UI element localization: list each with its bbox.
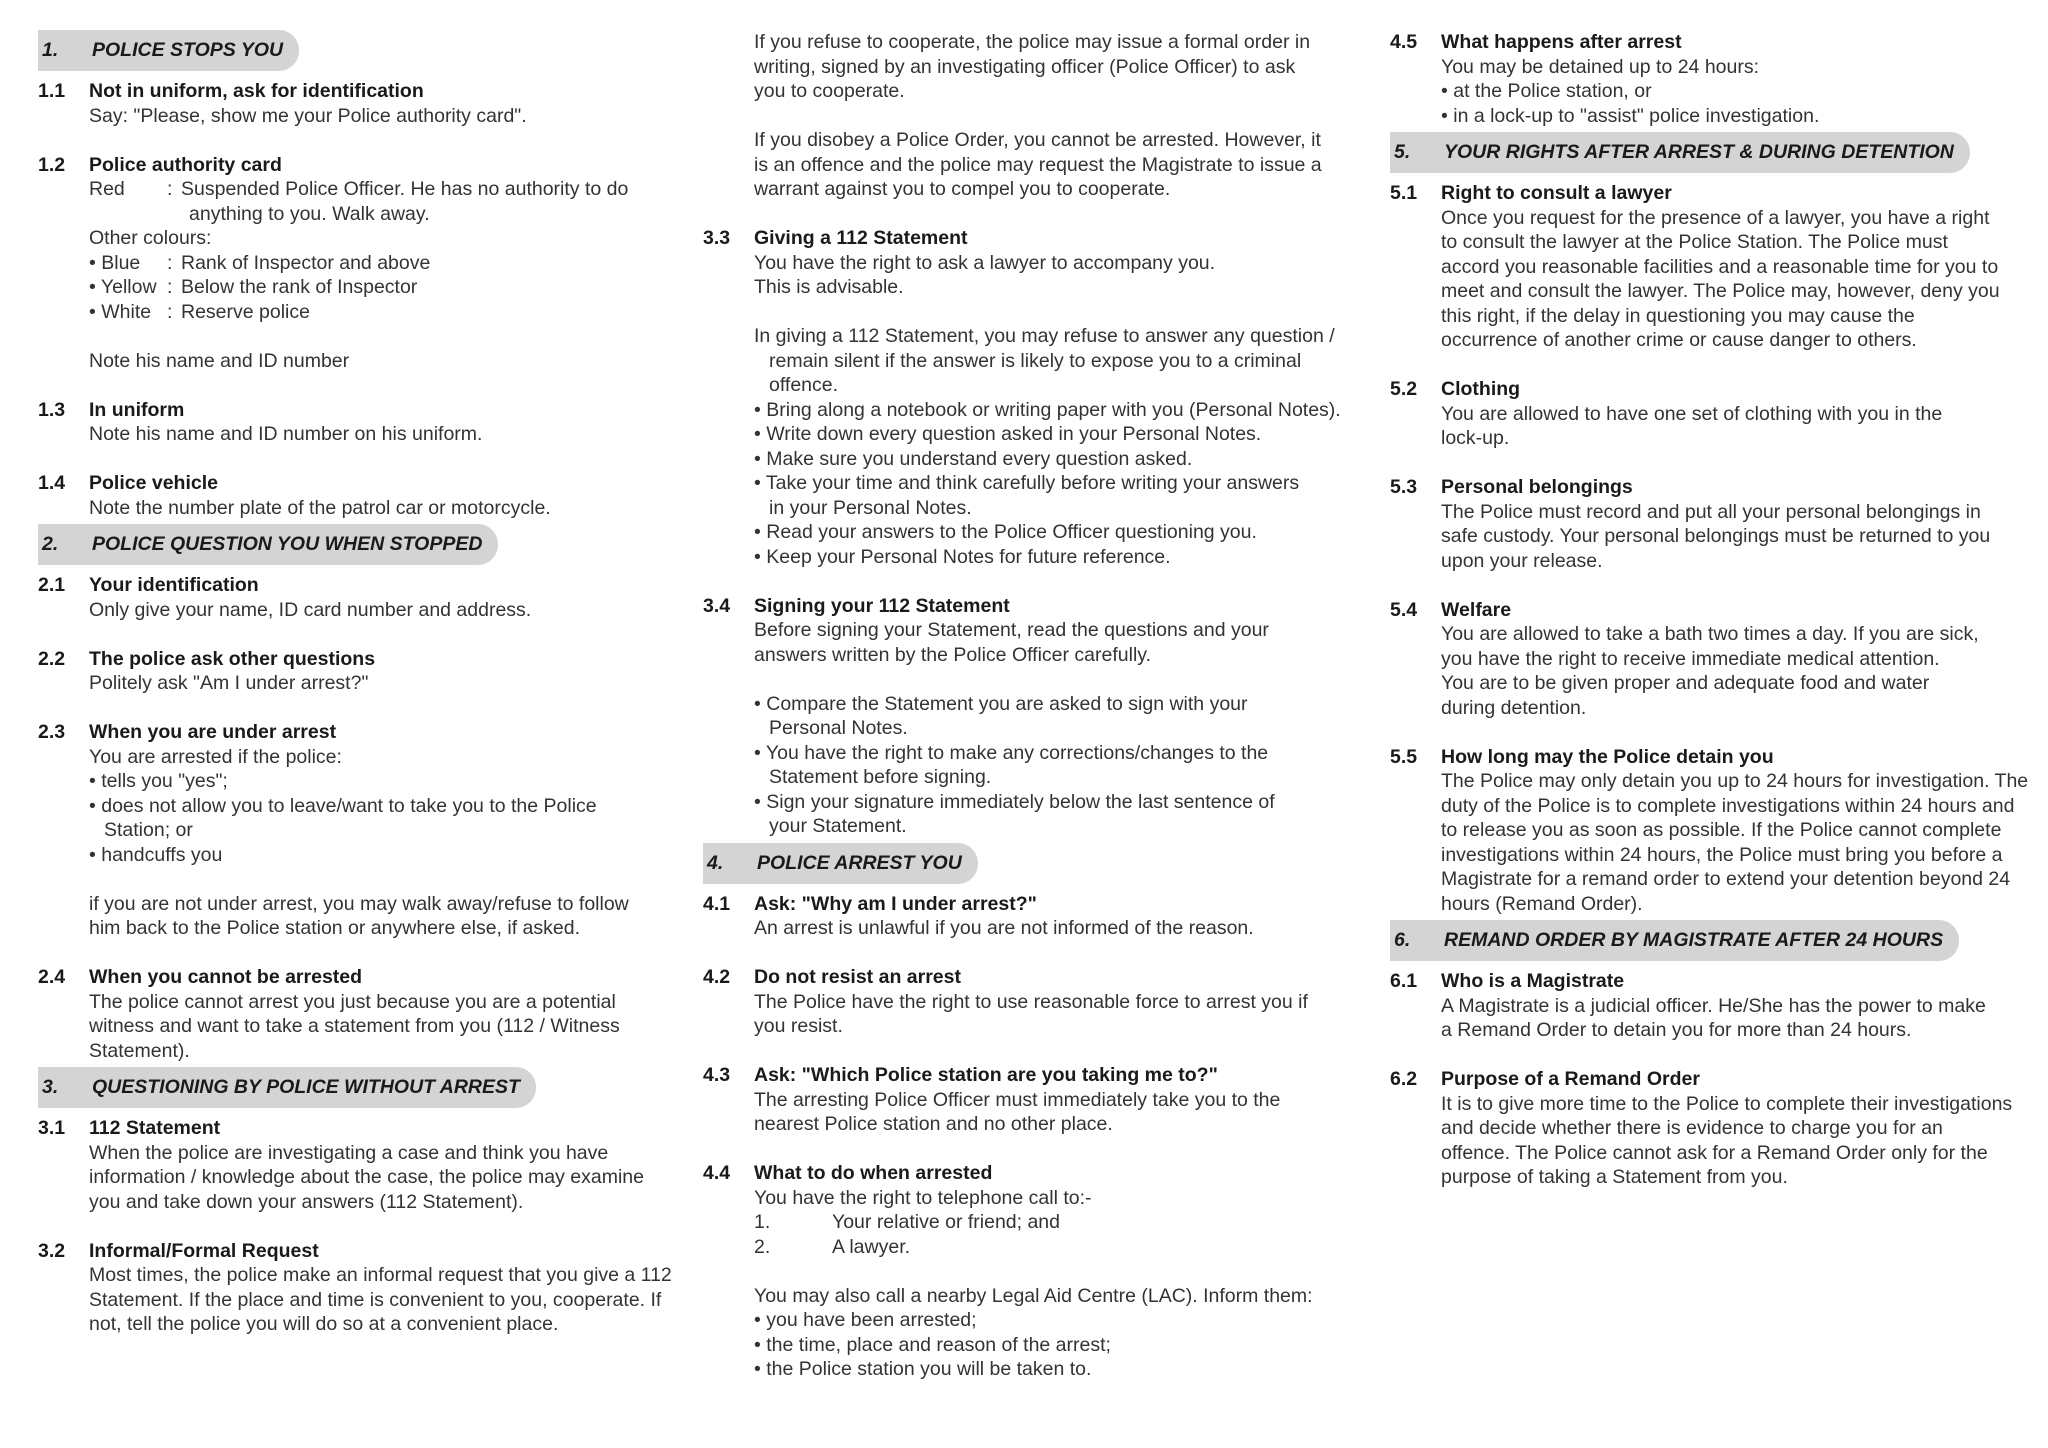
item-4-3: 4.3 Ask: "Which Police station are you taking me to?" The arresting Police Officer must immediately take you to the nearest Police station and no other place. bbox=[703, 1064, 1281, 1135]
item-5-3: 5.3 Personal belongings The Police must record and put all your personal belongings in safe custody. Your personal belongings must be returned to you upon your release. bbox=[1390, 476, 1991, 572]
formal-order-paragraph: If you refuse to cooperate, the police may issue a formal order in writing, signed by an investigating officer (Police Officer) to ask you to cooperate. bbox=[754, 31, 1311, 102]
card-red: Red : Suspended Police Officer. He has no authority to do anything to you. Walk away. bbox=[89, 178, 629, 225]
card-white: • White : Reserve police bbox=[89, 300, 310, 323]
item-1-4: 1.4 Police vehicle Note the number plate of the patrol car or motorcycle. bbox=[38, 472, 551, 519]
section-heading-5: 5. YOUR RIGHTS AFTER ARREST & DURING DETENTION bbox=[1390, 132, 1970, 173]
section-heading-6: 6. REMAND ORDER BY MAGISTRATE AFTER 24 HOURS bbox=[1390, 920, 1959, 961]
section-heading-4: 4. POLICE ARREST YOU bbox=[703, 843, 978, 884]
card-blue: • Blue : Rank of Inspector and above bbox=[89, 251, 431, 274]
item-4-2: 4.2 Do not resist an arrest The Police have the right to use reasonable force to arrest you if you resist. bbox=[703, 966, 1308, 1037]
item-3-1: 3.1 112 Statement When the police are investigating a case and think you have information / knowledge about the case, the police may examine you and take down your answers (112 Statement). bbox=[38, 1117, 644, 1213]
column-2 bbox=[703, 30, 1343, 1382]
item-5-4: 5.4 Welfare You are allowed to take a bath two times a day. If you are sick, you have the right to receive immediate medical attention. You are to be given proper and adequate food and water during detention. bbox=[1390, 598, 1979, 719]
item-1-2: 1.2 Police authority card Red : Suspended Police Officer. He has no authority to do anything to you. Walk away. Other colours: • Blue : Rank of Inspector and above • Yellow : Below the rank of Inspector • White : Reserve police Note his name and ID number bbox=[38, 153, 678, 374]
item-5-1: 5.1 Right to consult a lawyer Once you request for the presence of a lawyer, you have a right to consult the lawyer at the Police Station. The Police must accord you reasonable facilities and a reasonable time for you to meet and consult the lawyer. The Police may, however, deny you this right, if the delay in questioning you may cause the occurrence of another crime or cause danger to others. bbox=[1390, 182, 2000, 351]
section-heading-3: 3. QUESTIONING BY POLICE WITHOUT ARREST bbox=[38, 1067, 536, 1108]
item-3-3: 3.3 Giving a 112 Statement You have the right to ask a lawyer to accompany you. This is advisable. In giving a 112 Statement, you may refuse to answer any question / remain silent if the answer is likely to expose you to a criminal offence. • Bring along a notebook or writing paper with you (Personal Notes). • Write down every question asked in your Personal Notes. • Make sure you understand every question asked. • Take your time and think carefully before writing your answers in your Personal Notes. • Read your answers to the Police Officer questioning you. • Keep your Personal Notes for future reference. bbox=[703, 227, 1341, 568]
item-2-1: 2.1 Your identification Only give your name, ID card number and address. bbox=[38, 574, 532, 621]
column-3 bbox=[1390, 30, 2030, 1190]
item-6-1: 6.1 Who is a Magistrate A Magistrate is a judicial officer. He/She has the power to make a Remand Order to detain you for more than 24 hours. bbox=[1390, 970, 1986, 1041]
item-5-5: 5.5 How long may the Police detain you The Police may only detain you up to 24 hours for investigation. The duty of the Police is to complete investigations within 24 hours and to release you as soon as possible. If the Police cannot complete investigations within 24 hours, the Police must bring you before a Magistrate for a remand order to extend your detention beyond 24 hours (Remand Order). bbox=[1390, 745, 2029, 915]
item-2-4: 2.4 When you cannot be arrested The police cannot arrest you just because you are a potential witness and want to take a statement from you (112 / Witness Statement). bbox=[38, 966, 620, 1062]
column-1 bbox=[38, 30, 678, 1337]
item-5-2: 5.2 Clothing You are allowed to have one set of clothing with you in the lock-up. bbox=[1390, 378, 1943, 449]
item-1-1: 1.1 Not in uniform, ask for identification Say: "Please, show me your Police authority card". bbox=[38, 80, 527, 127]
item-6-2: 6.2 Purpose of a Remand Order It is to give more time to the Police to complete their investigations and decide whether there is evidence to charge you for an offence. The Police cannot ask for a Remand Order only for the purpose of taking a Statement from you. bbox=[1390, 1068, 2013, 1188]
section-heading-1: 1. POLICE STOPS YOU bbox=[38, 30, 299, 71]
item-3-4: 3.4 Signing your 112 Statement Before signing your Statement, read the questions and your answers written by the Police Officer carefully. • Compare the Statement you are asked to sign with your Personal Notes. • You have the right to make any corrections/changes to the Statement before signing. • Sign your signature immediately below the last sentence of your Statement. bbox=[703, 594, 1275, 837]
item-2-3: 2.3 When you are under arrest You are arrested if the police: • tells you "yes"; • does not allow you to leave/want to take you to the Police Station; or • handcuffs you if you are not under arrest, you may walk away/refuse to follow him back to the Police station or anywhere else, if asked. bbox=[38, 721, 629, 939]
disobey-order-paragraph: If you disobey a Police Order, you cannot be arrested. However, it is an offence and the police may request the Magistrate to issue a warrant against you to compel you to cooperate. bbox=[754, 129, 1322, 200]
card-yellow: • Yellow : Below the rank of Inspector bbox=[89, 276, 418, 298]
item-4-4: 4.4 What to do when arrested You have the right to telephone call to:- 1. Your relative or friend; and 2. A lawyer. You may also call a nearby Legal Aid Centre (LAC). Inform them: • you have been arrested; • the time, place and reason of the arrest; • the Police station you will be taken to. bbox=[703, 1162, 1313, 1380]
section-heading-2: 2. POLICE QUESTION YOU WHEN STOPPED bbox=[38, 524, 498, 565]
item-4-1: 4.1 Ask: "Why am I under arrest?" An arrest is unlawful if you are not informed of the reason. bbox=[703, 892, 1254, 939]
item-4-5: 4.5 What happens after arrest You may be detained up to 24 hours: • at the Police station, or • in a lock-up to "assist" police investigation. bbox=[1390, 31, 1820, 127]
item-1-3: 1.3 In uniform Note his name and ID number on his uniform. bbox=[38, 398, 483, 445]
item-2-2: 2.2 The police ask other questions Politely ask "Am I under arrest?" bbox=[38, 647, 376, 694]
item-3-2: 3.2 Informal/Formal Request Most times, the police make an informal request that you give a 112 Statement. If the place and time is convenient to you, cooperate. If not, tell the police you will do so at a convenient place. bbox=[38, 1239, 672, 1335]
